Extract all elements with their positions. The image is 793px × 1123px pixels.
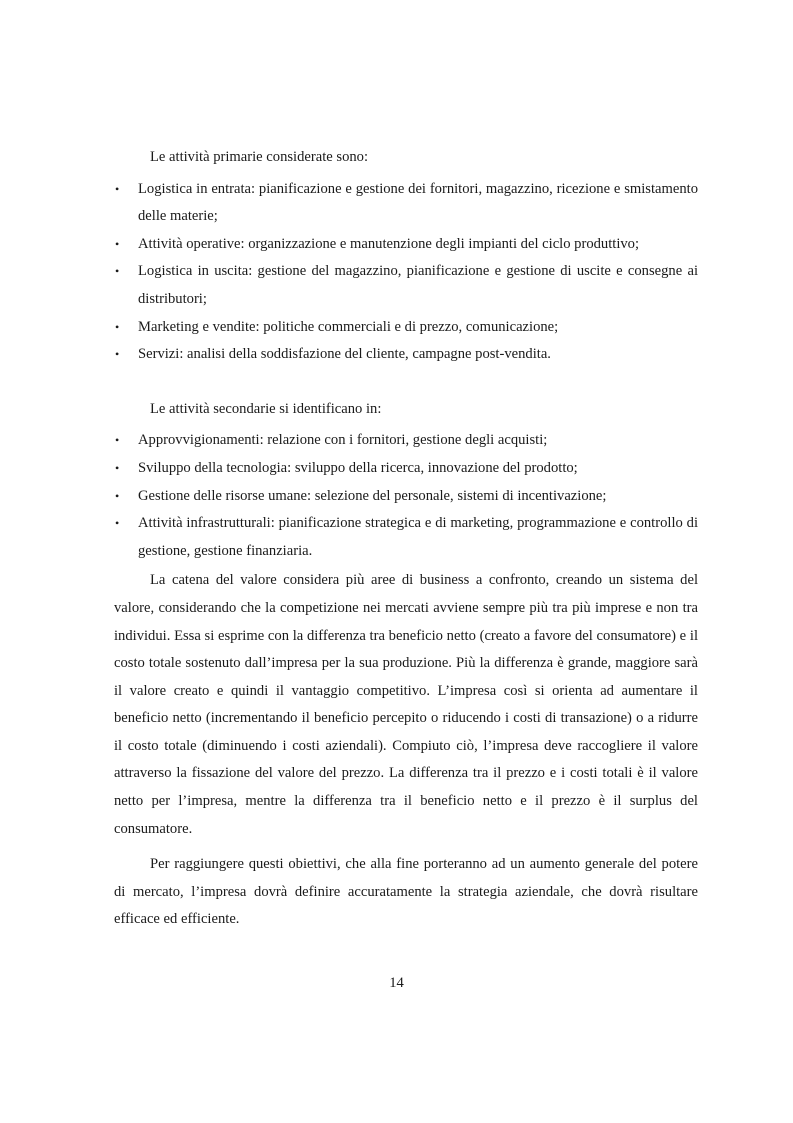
bullet-icon: • — [115, 516, 120, 531]
bullet-icon: • — [115, 433, 120, 448]
list-item-text: Marketing e vendite: politiche commerciali e di prezzo, comunicazione; — [138, 318, 559, 335]
list-item — [114, 314, 698, 342]
list-item-text: Attività operative: organizzazione e manutenzione degli impianti del ciclo produttivo; — [138, 235, 640, 252]
section-spacer — [114, 369, 698, 396]
list-item — [114, 231, 698, 259]
secondary-activities-intro: Le attività secondarie si identificano in: — [150, 400, 382, 417]
list-item — [114, 427, 698, 455]
bullet-icon: • — [115, 236, 120, 251]
list-item — [114, 258, 698, 313]
secondary-activities-list — [114, 427, 698, 565]
list-item — [114, 176, 698, 231]
bullet-icon: • — [115, 264, 120, 279]
list-item-text: Sviluppo della tecnologia: sviluppo della ricerca, innovazione del prodotto; — [138, 459, 578, 476]
list-item-text: Logistica in entrata: pianificazione e gestione dei fornitori, magazzino, ricezione e smistamento delle materie; — [138, 180, 698, 225]
bullet-icon: • — [115, 488, 120, 503]
list-item — [114, 455, 698, 483]
list-item-text: Servizi: analisi della soddisfazione del cliente, campagne post-vendita. — [138, 346, 551, 363]
list-item-text: Attività infrastrutturali: pianificazione strategica e di marketing, programmazione e controllo di gestione, gestione finanziaria. — [138, 515, 698, 559]
bullet-icon: • — [115, 181, 120, 196]
list-item — [114, 341, 698, 369]
bullet-icon: • — [115, 319, 120, 334]
primary-activities-intro: Le attività primarie considerate sono: — [150, 149, 369, 165]
bullet-icon: • — [115, 347, 120, 362]
bullet-icon: • — [115, 460, 120, 475]
list-item — [114, 510, 698, 565]
list-item-text: Approvvigionamenti: relazione con i fornitori, gestione degli acquisti; — [138, 432, 548, 449]
list-item-text: Logistica in uscita: gestione del magazzino, pianificazione e gestione di uscite e consegne ai distributori; — [138, 263, 698, 307]
primary-activities-list — [114, 176, 698, 369]
list-item — [114, 483, 698, 511]
list-item-text: Gestione delle risorse umane: selezione del personale, sistemi di incentivazione; — [138, 487, 607, 504]
page-content — [114, 144, 698, 942]
strategy-paragraph: Per raggiungere questi obiettivi, che alla fine porteranno ad un aumento generale del potere di mercato, l’impresa dovrà definire accuratamente la strategia aziendale, che dovrà risultare efficace ed efficiente. — [114, 856, 698, 928]
value-chain-paragraph: La catena del valore considera più aree di business a confronto, creando un sistema del valore, considerando che la competizione nei mercati avviene sempre più tra più imprese e non tra individui. Essa si esprime con la differenza tra beneficio netto (creato a favore del consumatore) e il costo totale sostenuto dall’impresa per la sua produzione. Più la differenza è grande, maggiore sarà il valore creato e quindi il vantaggio competitivo. L’impresa così si orienta ad aumentare il beneficio netto (incrementando il beneficio percepito o riducendo i costi di transazione) o a ridurre il costo totale (diminuendo i costi aziendali). Compiuto ciò, l’impresa deve raccogliere il valore attraverso la fissazione del valore del prezzo. La differenza tra il prezzo e i costi totali è il valore netto per l’impresa, mentre la differenza tra il beneficio netto e il prezzo è il surplus del consumatore. — [114, 572, 698, 837]
page-number: 14 — [389, 975, 404, 991]
